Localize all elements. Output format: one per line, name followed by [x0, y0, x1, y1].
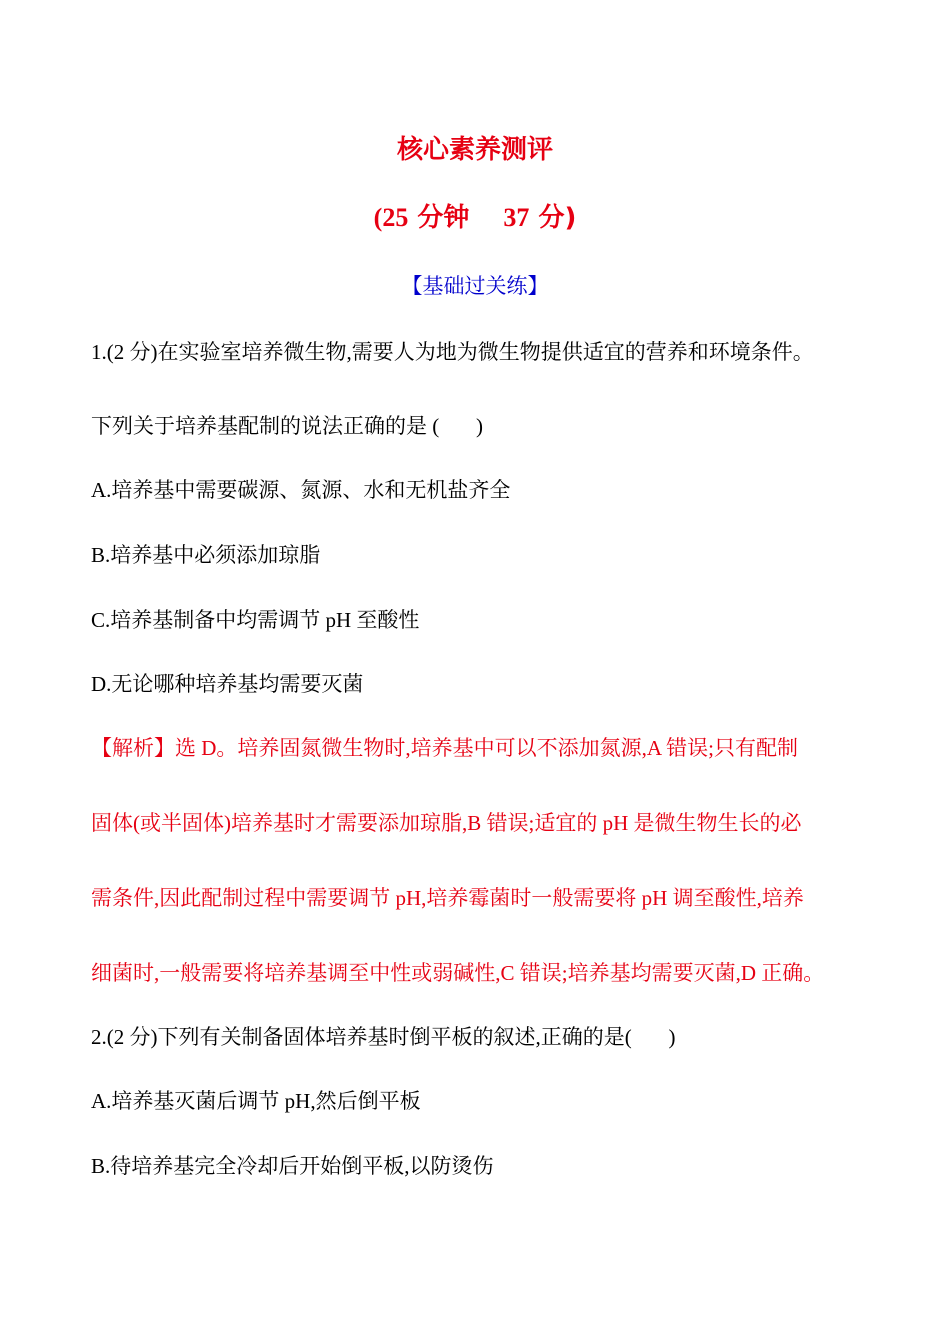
q1-analysis-line-4: 细菌时,一般需要将培养基调至中性或弱碱性,C 错误;培养基均需要灭菌,D 正确。 — [91, 961, 825, 985]
subtitle-score: 37 — [503, 203, 530, 232]
q1-option-d: D.无论哪种培养基均需要灭菌 — [91, 672, 364, 696]
q2-option-b: B.待培养基完全冷却后开始倒平板,以防烫伤 — [91, 1154, 494, 1178]
q1-option-a: A.培养基中需要碳源、氮源、水和无机盐齐全 — [91, 478, 511, 502]
subtitle-minutes: 分钟 — [408, 203, 470, 233]
subtitle-close: 分) — [529, 203, 577, 233]
q1-option-b: B.培养基中必须添加琼脂 — [91, 543, 321, 567]
q1-analysis-line-1: 【解析】选 D。培养固氮微生物时,培养基中可以不添加氮源,A 错误;只有配制 — [91, 736, 799, 760]
q1-option-c: C.培养基制备中均需调节 pH 至酸性 — [91, 608, 420, 632]
section-label: 【基础过关练】 — [401, 274, 549, 298]
time-score-subtitle — [0, 198, 950, 238]
subtitle-open: (25 — [373, 203, 409, 232]
q1-analysis-line-2: 固体(或半固体)培养基时才需要添加琼脂,B 错误;适宜的 pH 是微生物生长的必 — [91, 811, 802, 835]
q2-stem: 2.(2 分)下列有关制备固体培养基时倒平板的叙述,正确的是( ) — [91, 1025, 676, 1049]
page-title: 核心素养测评 — [396, 135, 553, 165]
q1-analysis-line-3: 需条件,因此配制过程中需要调节 pH,培养霉菌时一般需要将 pH 调至酸性,培养 — [91, 886, 804, 910]
q2-option-a: A.培养基灭菌后调节 pH,然后倒平板 — [91, 1089, 421, 1113]
q1-stem-line-2: 下列关于培养基配制的说法正确的是 ( ) — [91, 414, 483, 438]
q1-stem-line-1: 1.(2 分)在实验室培养微生物,需要人为地为微生物提供适宜的营养和环境条件。 — [91, 340, 814, 364]
